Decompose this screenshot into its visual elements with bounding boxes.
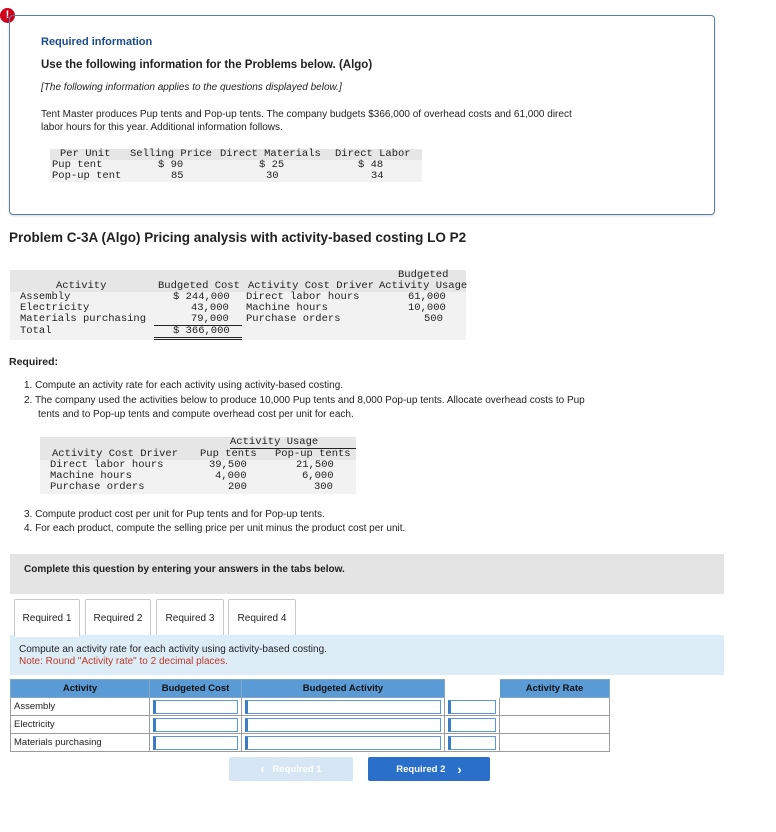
- unit-header-selling-price: Selling Price: [130, 148, 212, 160]
- budgeted-cost-cell[interactable]: [150, 716, 242, 734]
- usage-header-pup: Pup tents: [200, 448, 257, 460]
- activity-row-usage: 500: [424, 313, 443, 325]
- col-header-activity: Activity: [11, 680, 150, 698]
- budgeted-activity-input[interactable]: [245, 718, 441, 732]
- tab-required-2[interactable]: Required 2: [85, 599, 151, 637]
- budgeted-activity-cell[interactable]: [242, 734, 445, 752]
- row-label-electricity: Electricity: [11, 716, 150, 734]
- chevron-right-icon: ›: [457, 761, 462, 777]
- activity-row-cost: 43,000: [191, 302, 229, 314]
- budgeted-activity-input[interactable]: [245, 700, 441, 714]
- instruction-text: Compute an activity rate for each activity using activity-based costing.: [19, 644, 327, 655]
- required-label: Required:: [9, 356, 59, 368]
- activity-row-usage: 10,000: [408, 302, 446, 314]
- activity-header-usage: Activity Usage: [379, 280, 468, 292]
- budgeted-activity-input[interactable]: [245, 736, 441, 750]
- required-information-box: [9, 15, 715, 215]
- activity-row-label: Assembly: [20, 291, 71, 303]
- usage-row-label: Purchase orders: [50, 481, 145, 493]
- divider-cell: [445, 698, 500, 716]
- table-row: [11, 734, 610, 752]
- unit-row-value: 30: [266, 170, 279, 182]
- divider-input[interactable]: [448, 736, 496, 750]
- activity-rate-cell[interactable]: [500, 734, 610, 752]
- usage-row-value: 200: [228, 481, 247, 493]
- usage-header-driver: Activity Cost Driver: [52, 448, 179, 460]
- usage-header-popup: Pop-up tents: [275, 448, 351, 460]
- complete-instruction: Complete this question by entering your answers in the tabs below.: [24, 564, 345, 575]
- requirement-1: 1. Compute an activity rate for each activity using activity-based costing.: [24, 380, 344, 391]
- info-body-line2: labor hours for this year. Additional information follows.: [41, 122, 283, 133]
- usage-row-label: Machine hours: [50, 470, 132, 482]
- usage-group-header: Activity Usage: [230, 437, 356, 449]
- divider-cell: [445, 734, 500, 752]
- budgeted-activity-cell[interactable]: [242, 716, 445, 734]
- activity-row-driver: Purchase orders: [246, 313, 341, 325]
- info-note: [The following information applies to the questions displayed below.]: [41, 82, 342, 93]
- info-subheading: Use the following information for the Problems below. (Algo): [41, 59, 373, 71]
- divider-cell: [445, 716, 500, 734]
- budgeted-cost-input[interactable]: [153, 736, 238, 750]
- unit-row-value: 34: [371, 170, 384, 182]
- unit-row-value: 85: [171, 170, 184, 182]
- activity-row-usage: 61,000: [408, 291, 446, 303]
- problem-title: Problem C-3A (Algo) Pricing analysis with activity-based costing LO P2: [9, 230, 467, 245]
- usage-row-value: 6,000: [302, 470, 334, 482]
- requirement-4: 4. For each product, compute the selling price per unit minus the product cost per unit.: [24, 523, 406, 534]
- budgeted-cost-input[interactable]: [153, 700, 238, 714]
- col-spacer: [445, 680, 500, 698]
- budgeted-cost-cell[interactable]: [150, 734, 242, 752]
- activity-total-cost: $ 366,000: [154, 325, 242, 340]
- info-heading: Required information: [41, 36, 153, 48]
- requirement-3: 3. Compute product cost per unit for Pup tents and for Pop-up tents.: [24, 509, 325, 520]
- budgeted-cost-input[interactable]: [153, 718, 238, 732]
- table-row: [11, 698, 610, 716]
- col-header-budgeted-cost: Budgeted Cost: [150, 680, 242, 698]
- alert-icon: !: [0, 8, 15, 23]
- activity-row-label: Total: [20, 325, 52, 337]
- usage-row-value: 4,000: [215, 470, 247, 482]
- activity-header-activity: Activity: [56, 280, 107, 292]
- prev-button[interactable]: [229, 757, 353, 781]
- next-button-label: Required 2: [396, 763, 446, 775]
- tab-required-1[interactable]: Required 1: [14, 599, 80, 637]
- activity-rate-table: [10, 679, 610, 752]
- unit-row-value: $ 90: [158, 159, 184, 171]
- usage-row-label: Direct labor hours: [50, 459, 164, 471]
- instruction-panel: [10, 635, 724, 675]
- unit-header-direct-labor: Direct Labor: [335, 148, 411, 160]
- prev-button-label: Required 1: [272, 763, 322, 775]
- requirement-2-cont: tents and to Pop-up tents and compute overhead cost per unit for each.: [38, 409, 354, 420]
- usage-row-value: 21,500: [296, 459, 334, 471]
- activity-row-cost: $ 244,000: [173, 291, 230, 303]
- unit-row-value: $ 25: [259, 159, 285, 171]
- table-row: [11, 716, 610, 734]
- activity-rate-cell[interactable]: [500, 716, 610, 734]
- usage-row-value: 300: [314, 481, 333, 493]
- unit-row-label: Pop-up tent: [52, 170, 122, 182]
- row-label-materials-purchasing: Materials purchasing: [11, 734, 150, 752]
- activity-header-cost-driver: Activity Cost Driver: [248, 280, 375, 292]
- unit-header-direct-materials: Direct Materials: [220, 148, 321, 160]
- instruction-band: [10, 554, 724, 594]
- activity-header-budgeted-cost: Budgeted Cost: [158, 280, 240, 292]
- requirement-2: 2. The company used the activities below to produce 10,000 Pup tents and 8,000 Pop-up tents. Allocate overhead costs to Pup: [24, 395, 585, 406]
- info-body-line1: Tent Master produces Pup tents and Pop-up tents. The company budgets $366,000 of overhead costs and 61,000 direct: [41, 109, 572, 120]
- activity-header-budgeted: Budgeted: [398, 269, 449, 281]
- divider-input[interactable]: [448, 700, 496, 714]
- activity-row-cost: 79,000: [191, 313, 229, 325]
- tab-required-3[interactable]: Required 3: [156, 599, 224, 637]
- col-header-budgeted-activity: Budgeted Activity: [242, 680, 445, 698]
- divider-input[interactable]: [448, 718, 496, 732]
- budgeted-activity-cell[interactable]: [242, 698, 445, 716]
- chevron-left-icon: ‹: [260, 762, 265, 776]
- next-button[interactable]: [368, 757, 490, 781]
- activity-row-driver: Machine hours: [246, 302, 328, 314]
- activity-row-label: Materials purchasing: [20, 313, 147, 325]
- instruction-note: Note: Round "Activity rate" to 2 decimal places.: [19, 656, 228, 667]
- unit-row-value: $ 48: [358, 159, 384, 171]
- budgeted-cost-cell[interactable]: [150, 698, 242, 716]
- unit-header-per-unit: Per Unit: [60, 148, 111, 160]
- row-label-assembly: Assembly: [11, 698, 150, 716]
- activity-row-driver: Direct labor hours: [246, 291, 360, 303]
- activity-row-label: Electricity: [20, 302, 90, 314]
- unit-row-label: Pup tent: [52, 159, 103, 171]
- usage-row-value: 39,500: [209, 459, 247, 471]
- col-header-activity-rate: Activity Rate: [500, 680, 610, 698]
- tab-required-4[interactable]: Required 4: [228, 599, 296, 637]
- activity-rate-cell[interactable]: [500, 698, 610, 716]
